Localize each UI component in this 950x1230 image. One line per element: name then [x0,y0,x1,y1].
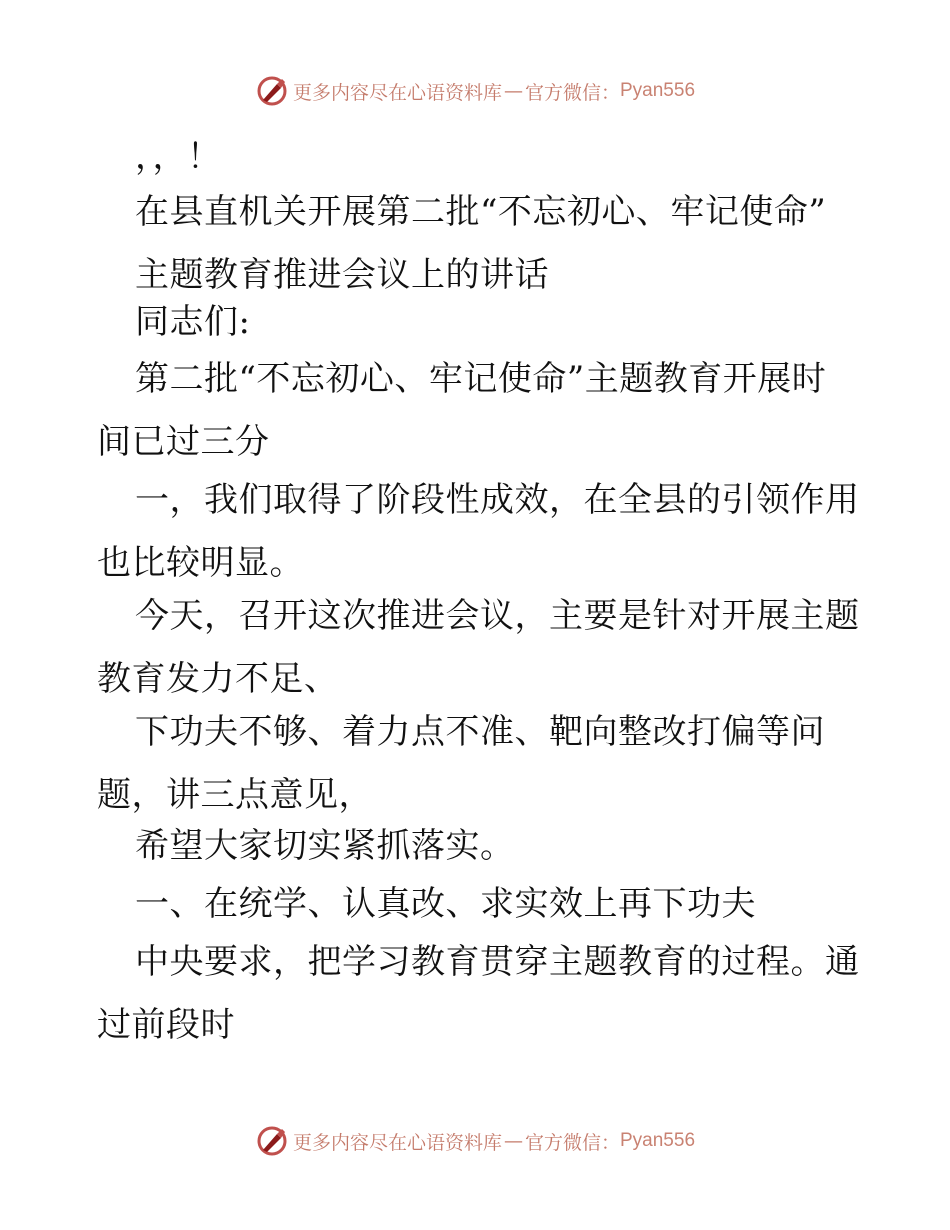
text-line: 主题教育推进会议上的讲话 [135,255,549,295]
pen-nib-logo-icon [255,74,289,108]
watermark-text: 更多内容尽在心语资料库 [292,81,502,104]
speech-title [97,181,867,307]
text-line: 今天，召开这次推进会议，主要是针对开展主题 [135,596,860,636]
opening-punctuation [97,126,867,189]
text-line: 第二批“不忘初心、牢记使命”主题教育开展时 [135,359,827,399]
text-line: 一，我们取得了阶段性成效，在全县的引领作用 [135,480,860,520]
watermark-label: 官方微信： [524,81,620,104]
text-line: 下功夫不够、着力点不准、靶向整改打偏等问 [135,712,825,752]
section-heading-1 [97,873,867,936]
salutation [97,291,867,354]
paragraph-3 [97,585,867,711]
footer-watermark [0,1121,950,1161]
paragraph-4 [97,701,867,827]
watermark-label: 官方微信： [524,1131,620,1154]
text-line: 也比较明显。 [97,543,304,583]
paragraph-5 [97,815,867,878]
watermark-separator: — [503,1130,523,1152]
paragraph-2 [97,469,867,595]
watermark-text: 更多内容尽在心语资料库 [292,1131,502,1154]
paragraph-1 [97,348,867,474]
header-watermark [0,71,950,111]
watermark-separator: — [503,80,523,102]
paragraph-6 [97,931,867,1057]
watermark-handle: Pyan556 [620,1130,696,1151]
text-line: 间已过三分 [97,422,270,462]
watermark-handle: Pyan556 [620,80,696,101]
pen-nib-logo-icon [255,1124,289,1158]
text-line: 希望大家切实紧抓落实。 [135,826,515,866]
text-line: 一、在统学、认真改、求实效上再下功夫 [135,884,756,924]
text-line: 中央要求，把学习教育贯穿主题教育的过程。通 [135,942,860,982]
text-line: 教育发力不足、 [97,659,339,699]
text-line: ，，！ [135,137,222,177]
text-line: 同志们: [135,302,251,342]
text-line: 题，讲三点意见， [97,775,373,815]
text-line: 过前段时 [97,1005,235,1045]
text-line: 在县直机关开展第二批“不忘初心、牢记使命” [135,192,827,232]
